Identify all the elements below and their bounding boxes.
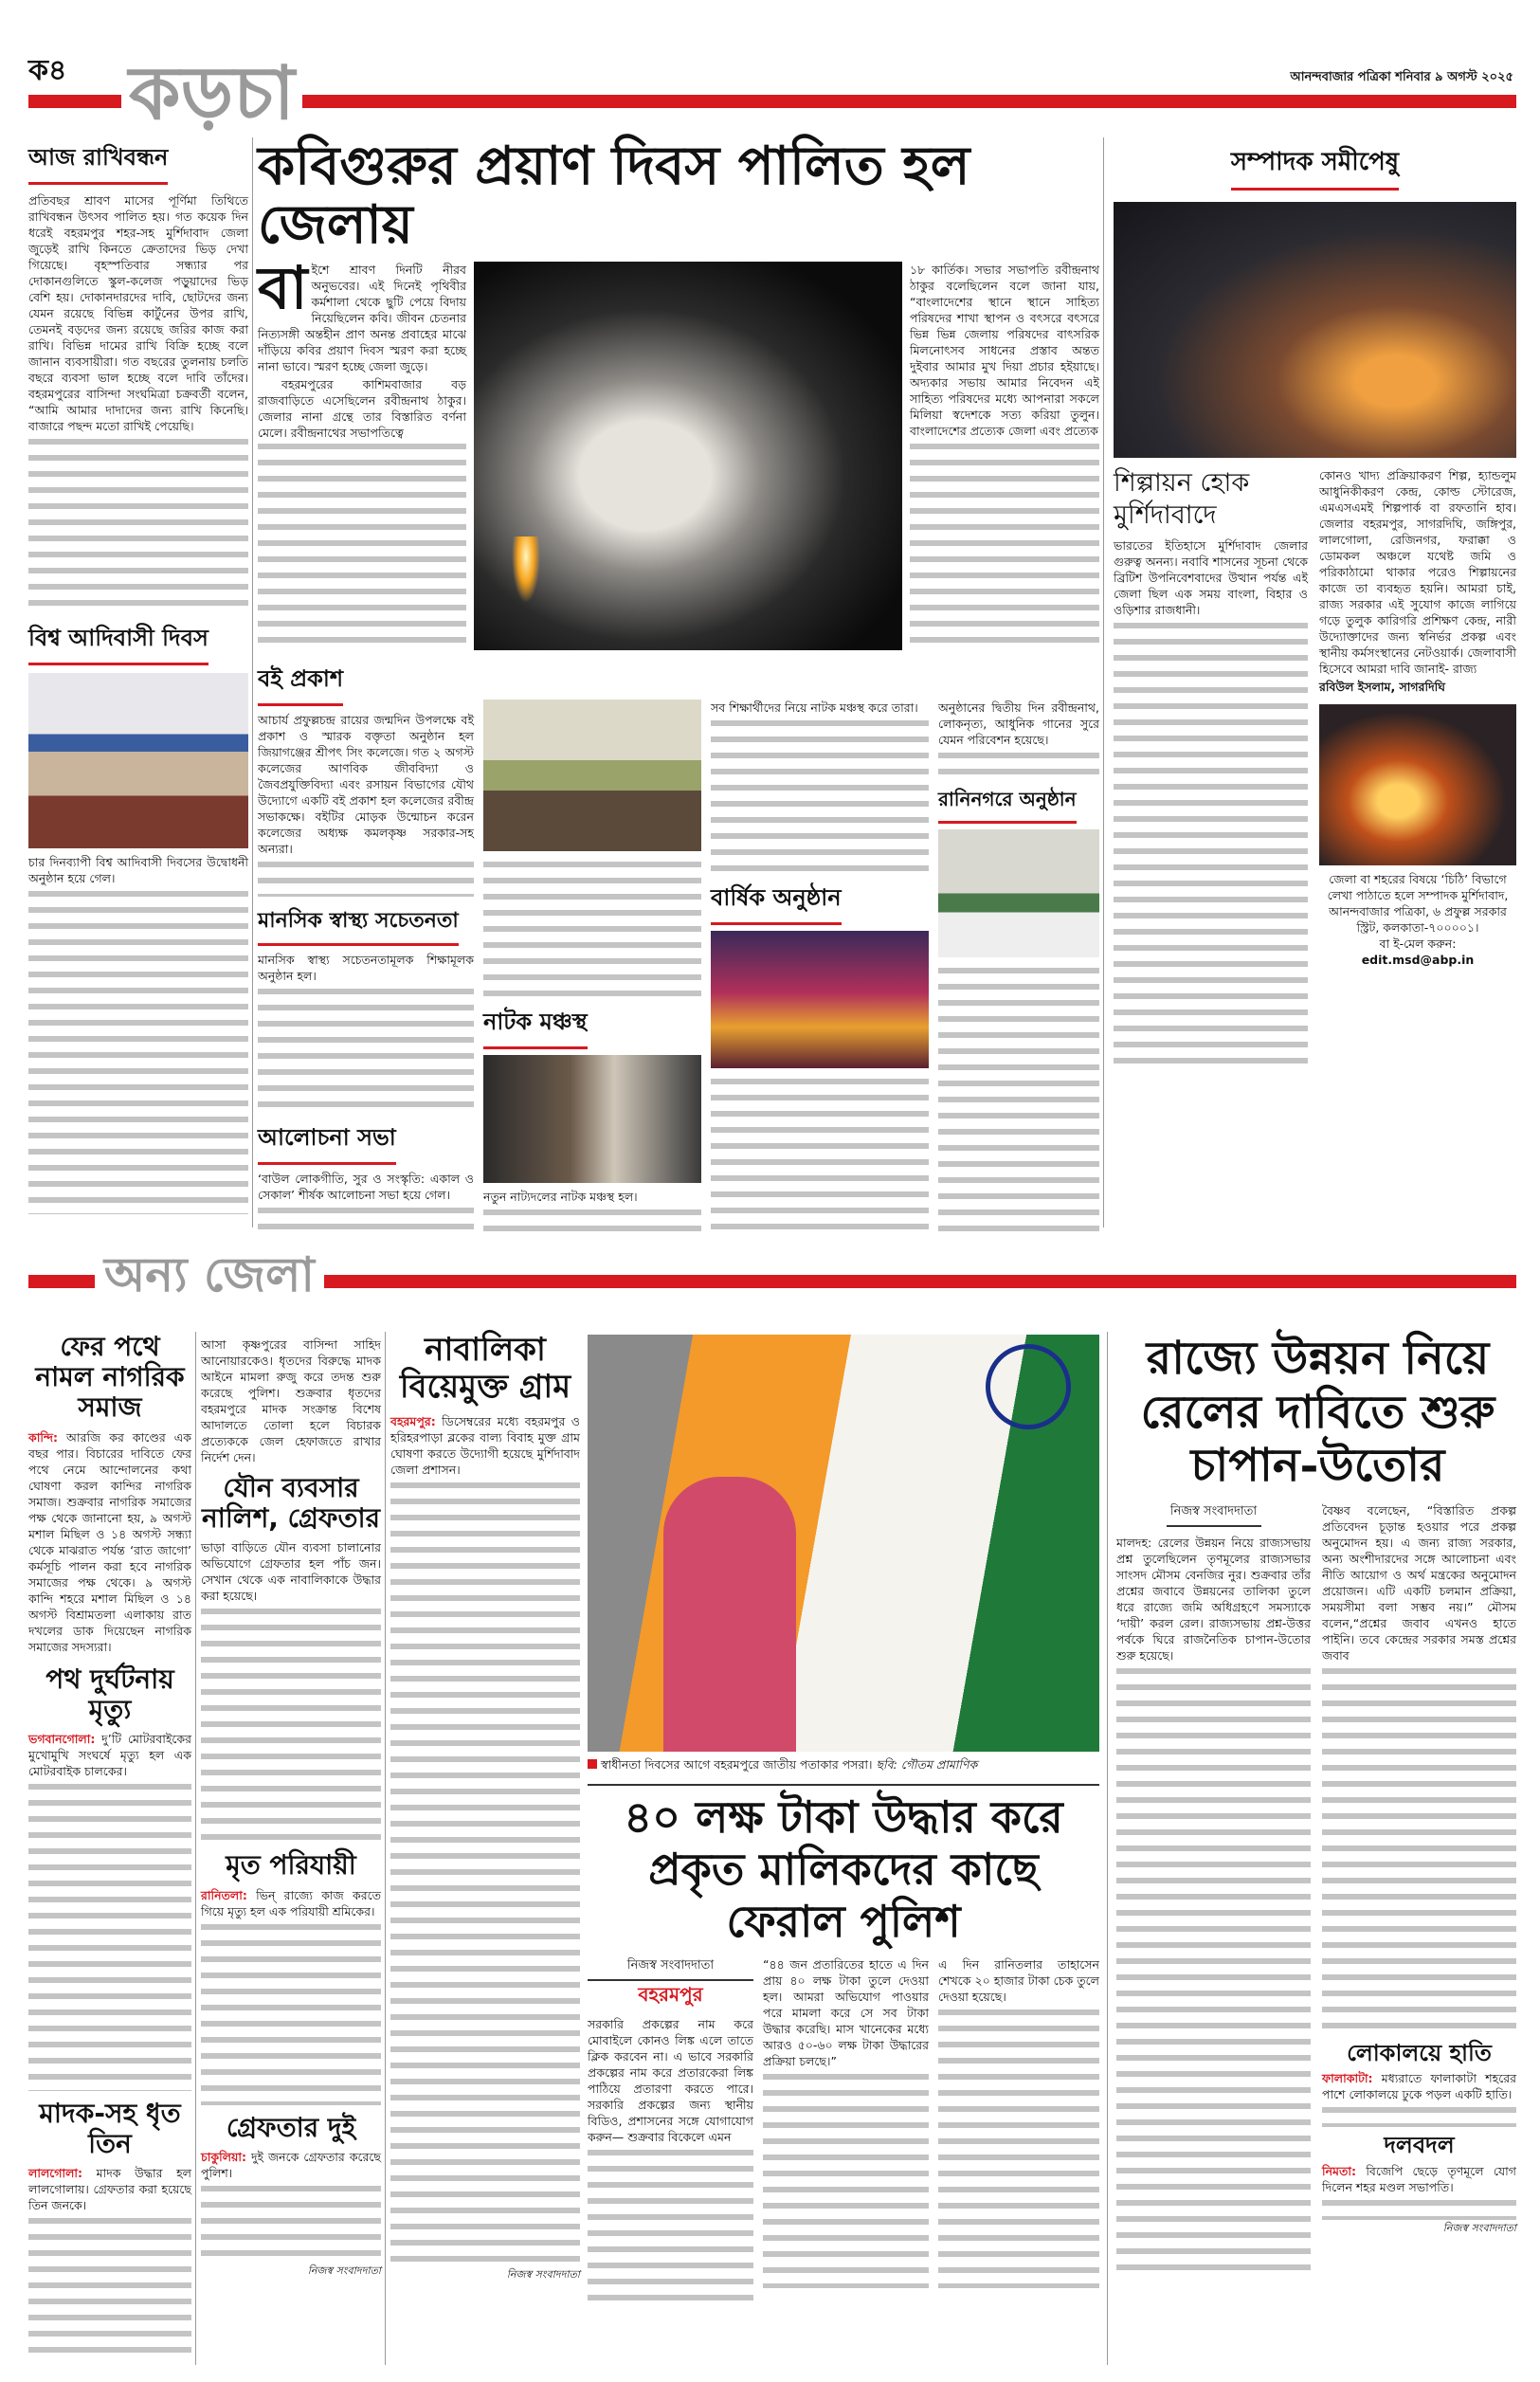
drama-title: নাটক মঞ্চস্থ (483, 1005, 588, 1049)
vendor-figure (663, 1477, 796, 1752)
rail-col-2 (1322, 1502, 1516, 2238)
dateline-place: লালগোলা: (28, 2166, 83, 2181)
book-title: বই প্রকাশ (258, 662, 343, 706)
minor-article (390, 1332, 580, 2284)
adivasi-title: বিশ্ব আদিবাসী দিবস (28, 621, 208, 665)
accident-title: পথ দুর্ঘটনায় মৃত্যু (45, 1663, 174, 1725)
dateline-place: চাকুলিয়া: (201, 2149, 246, 2164)
column-rule (1103, 137, 1104, 1227)
column-rule (385, 1332, 386, 2365)
discussion-title: আলোচনা সভা (258, 1120, 396, 1165)
main-text-2: বহরমপুরের কাশিমবাজার বড় রাজবাড়িতে এসেছিলেন রবীন্দ্রনাথ ঠাকুর। জেলার নানা গ্রন্থে তার বিস্তারিত বর্ণনা মেলে। রবীন্দ্রনাথের সভাপতিত্বে (258, 376, 466, 443)
divider (588, 1784, 1099, 1786)
sex-title: যৌন ব্যবসার নালিশ, গ্রেফতার (202, 1472, 380, 1535)
letter-article-cont (1319, 467, 1516, 968)
annual-text: সব শিক্ষার্থীদের নিয়ে নাটক মঞ্চস্থ করে তারা। (711, 700, 929, 718)
annual-title: বার্ষিক অনুষ্ঠান (711, 881, 842, 925)
dateline-place: কান্দি: (28, 1429, 58, 1445)
district-news-row (258, 662, 1099, 1238)
dateline-place: রানিতলা: (201, 1887, 247, 1902)
minor-title: নাবালিকা বিয়েমুক্ত গ্রাম (399, 1331, 571, 1407)
byline: নিজস্ব সংবাদদাতা (307, 2264, 381, 2277)
arrest-title: গ্রেফতার দুই (226, 2111, 356, 2143)
drama-article (483, 662, 701, 1236)
raninagar-text: অনুষ্ঠানের দ্বিতীয় দিন রবীন্দ্রনাথ, লোকনৃত্য, আধুনিক গানের সুরে যেমন পরিবেশন হয়েছে। (938, 700, 1099, 750)
steel-plant-photo (1319, 704, 1516, 865)
sex-text: ভাড়া বাড়িতে যৌন ব্যবসা চালানোর অভিযোগে গ্রেফতার হল পাঁচ জন। সেখান থেকে এক নাবালিকাকে উদ্ধার করা হয়েছে। (201, 1539, 381, 1606)
fraud-area (588, 1335, 1099, 2300)
fraud-text-2: “৪৪ জন প্রতারিতের হাতে এ দিন প্রায় ৪০ লক্ষ টাকা তুলে দেওয়া হল। আমরা অভিযোগ পাওয়ার পরে মামলা করে সে সব টাকা উদ্ধার করেছি। মাস খানেকের মধ্যে আরও ৫০-৬০ লক্ষ টাকা উদ্ধারের প্রক্রিয়া চলছে।” (763, 1956, 929, 2071)
byline: নিজস্ব সংবাদদাতা (1442, 2222, 1516, 2235)
rail-text-2: বৈষ্ণব বলেছেন, “বিস্তারিত প্রকল্প প্রতিবেদন চূড়ান্ত হওয়ার পরে প্রকল্প অনুমোদন হয়। এ জন্য রাজ্য সরকার, অন্য অংশীদারদের সঙ্গে আলোচনা এবং নীতি আয়োগ ও অর্থ মন্ত্রকের অনুমোদন প্রয়োজন। এটি একটি চলমান প্রক্রিয়া, সময়সীমা বলা সম্ভব নয়।” মৌসম বলেন,“প্রশ্নের জবাব এখনও হাতে পাইনি। তবে কেন্দ্রের সরকার সমস্ত প্রশ্নের জবাব (1322, 1502, 1516, 1665)
dateline: আনন্দবাজার পত্রিকা শনিবার ৯ অগস্ট ২০২৫ (1290, 70, 1513, 84)
main-text-3: ১৮ কার্তিক। সভার সভাপতি রবীন্দ্রনাথ ঠাকুর বলেছিলেন বলে জানা যায়, “বাংলাদেশের স্থানে স্থানে সাহিত্য পরিষদের শাখা স্থাপন ও বৎসরে বৎসরে ভিন্ন ভিন্ন জেলায় পরিষদের বাৎসরিক মিলনোৎসব সাধনের প্রস্তাব অন্তত দুইবার আমার মুখ দিয়া প্রচার হইয়াছে। অদ্যকার সভায় আমার নিবেদন এই সাহিত্য পরিষদের মধ্যে আপনারা সকলে মিলিয়া স্বদেশকে সত্য করিয়া তুলুন। বাংলাদেশের প্রত্যেক জেলা এবং প্রত্যেক (910, 262, 1099, 441)
raninagar-text-filler (938, 963, 1099, 1238)
defection-title: দলবদল (1384, 2132, 1455, 2159)
letter-headline: শিল্পায়ন হোক মুর্শিদাবাদে (1114, 468, 1250, 530)
page-number: ক৪ (28, 54, 67, 87)
dateline-place: ভগবানগোলা: (28, 1731, 96, 1746)
byline: নিজস্ব সংবাদদাতা (1167, 1502, 1261, 1527)
seminar-photo (483, 700, 701, 851)
civil-title: ফের পথে নামল নাগরিক সমাজ (35, 1331, 185, 1424)
defection-text: বিজেপি ছেড়ে তৃণমূলে যোগ দিলেন শহর মণ্ডল সভাপতি। (1322, 2164, 1516, 2195)
migrant-title: মৃত পরিযায়ী (226, 1849, 356, 1882)
main-area (258, 137, 1099, 1238)
minor-text: ডিসেম্বরের মধ্যে বহরমপুর ও হরিহরপাড়া ব্লকের বাল্য বিবাহ মুক্ত গ্রাম ঘোষণা করতে উদ্যোগী হয়েছে মুর্শিদাবাদ জেলা প্রশাসন। (390, 1414, 580, 1478)
letter-article (1114, 467, 1308, 1068)
col-a (28, 140, 248, 1214)
main-headline: কবিগুরুর প্রয়াণ দিবস পালিত হল জেলায় (258, 135, 970, 256)
elephant-text: মধ্যরাতে ফালাকাটা শহরের পাশে লোকালয়ে ঢুকে পড়ল একটি হাতি। (1322, 2071, 1516, 2102)
arrest-text: দুই জনকে গ্রেফতার করেছে পুলিশ। (201, 2149, 382, 2180)
rail-col-1 (1116, 1502, 1311, 2274)
fraud-text-1: সরকারি প্রকল্পের নাম করে মোবাইলে কোনও লিঙ্ক এলে তাতে ক্লিক করবেন না। এ ভাবে সরকারি প্রকল্পের নাম করে প্রতারকেরা লিঙ্ক পাঠিয়ে প্রতারণা করতে পারে। সরকারি প্রকল্পের জন্য স্থানীয় বিডিও, প্রশাসনের সঙ্গে যোগাযোগ করুন— শুক্রবার বিকেলে এমন (588, 2016, 753, 2147)
letters-row (1114, 467, 1516, 1068)
adivasi-photo (28, 673, 248, 848)
elephant-title: লোকালয়ে হাতি (1347, 2039, 1492, 2066)
email-link[interactable]: edit.msd@abp.in (1361, 953, 1475, 967)
byline: নিজস্ব সংবাদদাতা (506, 2268, 580, 2282)
drugs-title: মাদক-সহ ধৃত তিন (39, 2097, 181, 2160)
adivasi-text: চার দিনব্যাপী বিশ্ব আদিবাসী দিবসের উদ্বোধনী অনুষ্ঠান হয়ে গেল। (28, 854, 248, 888)
drugs-cont-text: আসা কৃষ্ণপুরের বাসিন্দা সাহিদ আনোয়ারকেও। ধৃতদের বিরুদ্ধে মাদক আইনে মামলা রুজু করে তদন্ত শুরু করেছে পুলিশ। শুক্রবার ধৃতদের বহরমপুরে মাদক সংক্রান্ত বিশেষ আদালতে তোলা হলে বিচারক প্রত্যেককে জেল হেফাজতে রাখার নির্দেশ দেন। (201, 1336, 381, 1467)
dateline-place: ফালাকাটা: (1322, 2071, 1373, 2086)
civil-text: আরজি কর কাণ্ডের এক বছর পার। বিচারের দাবিতে ফের পথে নেমে আন্দোলনের কথা ঘোষণা করল কান্দির নাগরিক সমাজ। শুক্রবার নাগরিক সমাজের পক্ষ থেকে জানানো হয়, ৯ অগস্ট মশাল মিছিল ও ১৪ অগস্ট সন্ধ্যা থেকে মাঝরাত পর্যন্ত ‘রাত জাগো’ কর্মসূচি পালন করা হবে নাগরিক সমাজের পক্ষ থেকে। ৯ অগস্ট কান্দি শহরে মশাল মিছিল ও ১৪ অগস্ট বিশ্রামতলা এলাকায় রাত দখলের ডাক দিয়েছেন নাগরিক সমাজের সদস্যরা। (28, 1429, 191, 1654)
letters-section (1114, 142, 1516, 1068)
caption-text: স্বাধীনতা দিবসের আগে বহরমপুরে জাতীয় পতাকার পসরা। (601, 1757, 873, 1772)
fraud-headline: ৪০ লক্ষ টাকা উদ্ধার করে প্রকৃত মালিকদের কাছে ফেরাল পুলিশ (624, 1791, 1063, 1948)
column-rule (1107, 1332, 1108, 2365)
annual-text-filler (711, 1074, 929, 1235)
letter-text-1: ভারতের ইতিহাসে মুর্শিদাবাদ জেলার গুরুত্ব অনন্য। নবাবি শাসনের সূচনা থেকে ব্রিটিশ উপনিবেশবাদের উত্থান পর্যন্ত এই জেলা ছিল এক সময় বাংলা, বিহার ও ওড়িশার রাজধানী। (1114, 537, 1308, 620)
letters-title: সম্পাদক সমীপেষু (1231, 142, 1399, 191)
rakhi-title: আজ রাখিবন্ধন (28, 140, 168, 185)
mental-text: মানসিক স্বাস্থ্য সচেতনতামূলক শিক্ষামূলক অনুষ্ঠান হল। (258, 952, 474, 986)
seminar-text-filler (483, 857, 701, 999)
book-article (258, 662, 474, 1237)
rail-columns (1116, 1502, 1519, 2274)
dateline-place: নিমতা: (1322, 2164, 1356, 2179)
column-rule (195, 1332, 196, 2365)
candle-flame (512, 536, 540, 603)
main-story-row (258, 253, 1099, 650)
photo-credit: ছবি: গৌতম প্রামাণিক (876, 1757, 978, 1772)
raninagar-article (938, 662, 1099, 1238)
dateline-place: বহরমপুর (638, 1982, 703, 2006)
byline: নিজস্ব সংবাদদাতা (588, 1956, 753, 1981)
main-text-1: ইশে শ্রাবণ দিনটি নীরব অনুভবের। এই দিনেই পৃথিবীর কর্মশালা থেকে ছুটি পেয়ে বিদায় নিয়েছিলেন কবি। জীবন চেতনার নিত্যসঙ্গী অন্তহীন প্রাণ অনন্ত প্রবাহের মাঝে দাঁড়িয়ে কবির প্রয়াণ দিবস স্মরণ করা হচ্ছে নানা ভাবে। স্মরণ হচ্ছে জেলা জুড়ে। (258, 263, 466, 374)
rakhi-article (28, 140, 248, 609)
discussion-text: ‘বাউল লোকগীতি, সুর ও সংস্কৃতি: একাল ও সেকাল’ শীর্ষক আলোচনা সভা হয়ে গেল। (258, 1171, 474, 1205)
civil-article (28, 1332, 191, 2355)
fraud-columns (588, 1956, 1099, 2300)
ashoka-chakra (986, 1344, 1071, 1429)
section-title: অন্য জেলা (95, 1249, 324, 1301)
factory-chimney-photo (1114, 202, 1516, 458)
drugs-text: মাদক উদ্ধার হল লালগোলায়। গ্রেফতার করা হয়েছে তিন জনকে। (28, 2166, 191, 2213)
tagore-portrait-photo (474, 262, 902, 650)
drama-text: নতুন নাট্যদলের নাটক মঞ্চস্থ হল। (483, 1189, 701, 1207)
fraud-text-3: এ দিন রানিতলার তাহাসেন শেখকে ২০ হাজার টাকা চেক তুলে দেওয়া হয়েছে। (938, 1956, 1099, 2007)
raninagar-photo (938, 829, 1099, 957)
flag-seller-photo (588, 1335, 1099, 1752)
rail-text-1: মালদহ: রেলের উন্নয়ন নিয়ে রাজ্যসভায় প্রশ্ন তুলেছিলেন তৃণমূলের রাজ্যসভার সাংসদ মৌসম বেনজির নুর। শুক্রবার তাঁর প্রশ্নের জবাবে উন্নয়নের তালিকা তুলে ধরে রাজ্যে জমি অধিগ্রহণে সমস্যাকে ‘দায়ী’ করল রেল। রাজ্যসভায় প্রশ্ন-উত্তর পর্বকে ঘিরে রাজনৈতিক চাপান-উতোর শুরু হয়েছে। (1116, 1535, 1311, 1665)
mental-title: মানসিক স্বাস্থ্য সচেতনতা (258, 904, 459, 946)
col2-articles (201, 1336, 381, 2281)
letter-text-2: কোনও খাদ্য প্রক্রিয়াকরণ শিল্প, হ্যান্ডলুম আধুনিকীকরণ কেন্দ্র, কোল্ড স্টোরেজ, এমএসএমই শিল্পপার্ক বা রফতানি হাব। জেলার বহরমপুর, সাগরদিঘি, জঙ্গিপুর, লালগোলা, রেজিনগর, ফরাক্কা ও ডোমকল অঞ্চলে যথেষ্ট জমি ও পরিকাঠামো থাকার পরেও শিল্পায়নের কাজে তা ব্যবহৃত হয়নি। আমরা চাই, রাজ্য সরকার এই সুযোগ কাজে লাগিয়ে গড়ে তুলুক কারিগরি প্রশিক্ষণ কেন্দ্র, নারী উদ্যোক্তাদের জন্য স্বনির্ভর প্রকল্প এবং স্থানীয় কর্মসংস্থানের নেটওয়ার্ক। জেলাবাসী হিসেবে আমরা দাবি জানাই- রাজ্য (1319, 467, 1516, 679)
section-logo: কড়চা (121, 57, 302, 131)
dateline-place: বহরমপুর: (390, 1414, 436, 1429)
letter-submission-info: জেলা বা শহরের বিষয়ে ‘চিঠি’ বিভাগে লেখা পাঠাতে হলে সম্পাদক মুর্শিদাবাদ, আনন্দবাজার পত্রিকা, ৬ প্রফুল্ল সরকার স্ট্রিট, কলকাতা-৭০০০০১। (1327, 872, 1509, 935)
rakhi-text: প্রতিবছর শ্রাবণ মাসের পূর্ণিমা তিথিতে রাখিবন্ধন উৎসব পালিত হয়। গত কয়েক দিন ধরেই বহরমপুর শহর-সহ মুর্শিদাবাদ জেলা জুড়েই রাখি কিনতে ক্রেতাদের ভিড় দেখা গিয়েছে। বৃহস্পতিবার সন্ধ্যার পর দোকানগুলিতে স্কুল-কলেজ পড়ুয়াদের ভিড় বেশি হয়। দোকানদারদের দাবি, ছোটদের জন্য যেমন রয়েছে বিভিন্ন কার্টুনের উপর রাখি, তেমনই বড়দের জন্য রয়েছে জরির কাজ করা রাখি। বিভিন্ন দামের রাখি বিক্রি হচ্ছে বলে জানান ব্যবসায়ীরা। গত বছরের তুলনায় চলতি বছরে ব্যবসা ভাল হচ্ছে বলে দাবি তাঁদের। বহরমপুরের বাসিন্দা সংঘমিত্রা চক্রবর্তী বলেন, “আমি আমার দাদাদের জন্য রাখি কিনেছি। বাজারে পছন্দ মতো রাখিই পেয়েছি। (28, 192, 248, 436)
book-text: আচার্য প্রফুল্লচন্দ্র রায়ের জন্মদিন উপলক্ষে বই প্রকাশ ও স্মারক বক্তৃতা অনুষ্ঠান হল জিয়াগঞ্জের শ্রীপৎ সিং কলেজে। গত ২ অগস্ট কলেজের আণবিক জীববিদ্যা ও জৈবপ্রযুক্তিবিদ্যা এবং রসায়ন বিভাগের যৌথ উদ্যোগে একটি বই প্রকাশ হল কলেজের রবীন্দ্র সভাকক্ষে। বইটির মোড়ক উন্মোচন করেন কলেজের অধ্যক্ষ কমলকৃষ্ণ সরকার-সহ অন্যরা। (258, 712, 474, 859)
letter-signature: রবিউল ইসলাম, সাগরদিঘি (1319, 679, 1516, 697)
drama-photo (483, 1055, 701, 1183)
adivasi-article (28, 621, 248, 1214)
column-rule (252, 137, 253, 1227)
annual-dance-photo (711, 931, 929, 1068)
fraud-col-1 (588, 1956, 753, 2300)
raninagar-title: রানিনগরে অনুষ্ঠান (938, 786, 1077, 824)
rail-area (1116, 1332, 1519, 2274)
rail-headline: রাজ্যে উন্নয়ন নিয়ে রেলের দাবিতে শুরু চাপান-উতোর (1140, 1332, 1495, 1493)
photo-caption (588, 1757, 1099, 1776)
email-label: বা ই-মেল করুন: (1379, 936, 1457, 951)
accident-text: দু’টি মোটরবাইকের মুখোমুখি সংঘর্ষে মৃত্যু হল এক মোটরবাইক চালকের। (28, 1731, 191, 1778)
migrant-text: ভিন্ রাজ্যে কাজ করতে গিয়ে মৃত্যু হল এক পরিযায়ী শ্রমিকের। (201, 1887, 381, 1918)
drop-cap: বা (258, 253, 308, 323)
annual-article (711, 662, 929, 1235)
